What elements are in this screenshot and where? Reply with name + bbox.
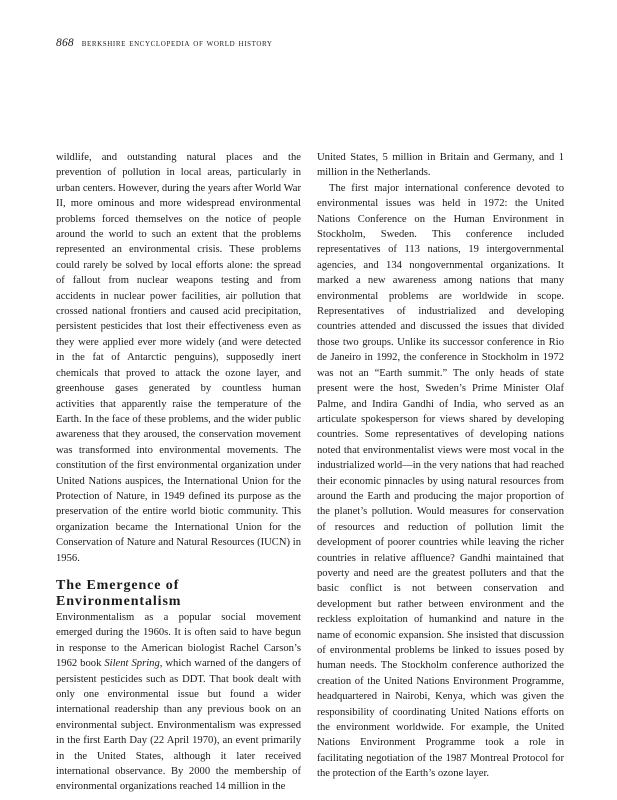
left-paragraph-2 [56,610,301,795]
left-paragraph-2-start: Environmentalism as a popular social movement emerged during the 1960s. It is often said to have begun in response to the American biologist Rachel Carson’s 1962 book [56,611,301,670]
running-title: berkshire encyclopedia of world history [81,38,273,49]
left-paragraph-1: wildlife, and outstanding natural places and the prevention of pollution in local areas, particularly in urban centers. However, during the years after World War II, more ominous and more widespread environmental problems forced themselves on the notice of people around the world to such an extent that the problems represented an environmental crisis. These problems could rarely be solved by local efforts alone: the spread of fallout from nuclear weapons testing and from accidents in nuclear power facilities, air pollution that crossed national frontiers and caused acid precipitation, persistent pesticides that lost their effectiveness even as they were applied ever more widely (and were detected in the fat of Antarctic penguins), supposedly inert chemicals that proved to attack the ozone layer, and greenhouse gases generated by countless human activities that apparently raise the temperature of the Earth. In the face of these problems, and the wider public awareness that they aroused, the conservation movement was transformed into environmental movements. The constitution of the first environmental organization under United Nations auspices, the International Union for the Protection of Nature, in 1949 defined its purpose as the preservation of the entire world biotic community. This organization became the International Union for the Conservation of Nature and Natural Resources (IUCN) in 1956. [56,152,301,564]
page-number: 868 [56,37,74,49]
left-paragraph-2-end: which warned of the dangers of persistent pesticides such as DDT. That book dealt with only one environmental issue but found a wider international readership than any previous book on an environmental subject. Environmentalism was expressed in the first Earth Day (22 April 1970), an event primarily in the United States, although it later received international observance. By 2000 the membership of environmental organizations reached 14 million in the [56,658,301,793]
right-paragraph-1: United States, 5 million in Britain and Germany, and 1 million in the Netherlands. [317,152,564,179]
running-header [56,37,273,49]
right-paragraph-2: The first major international conference devoted to environmental issues was held in 1972: the United Nations Conference on the Human Environment in Stockholm, Sweden. This conference included representatives of 113 nations, 19 intergovernmental agencies, and 134 nongovernmental organizations. It marked a new awareness among nations that many environmental problems are worldwide in scope. Representatives of industrialized and developing countries attended and discussed the issues that divided those two groups. Unlike its successor conference in Rio de Janeiro in 1992, the conference in Stockholm in 1972 was not an “Earth summit.” The only heads of state present were the host, Sweden’s Prime Minister Olaf Palme, and Indira Gandhi of India, who served as an articulate spokesperson for views shared by developing countries. Some representatives of developing nations noted that environmentalist views were most vocal in the industrialized world—in the very nations that had reached their economic pinnacles by using natural resources from around the Earth and producing the major proportion of the planet’s pollution. Would measures for conservation of resources and reduction of pollution limit the development of poorer countries while leaving the richer countries in relative affluence? Gandhi maintained that poverty and need are the greatest polluters and that the basic conflict is not between conservation and development but rather between environment and the reckless exploitation of humankind and nature in the name of economic expansion. She insisted that discussion of environmental problems be linked to issues posed by human needs. The Stockholm conference authorized the creation of the United Nations Environment Programme, headquartered in Nairobi, Kenya, which was given the responsibility of coordinating United Nations efforts on the environment worldwide. For example, the United Nations Environment Programme took a role in facilitating negotiation of the 1987 Montreal Protocol for the protection of the Earth’s ozone layer. [317,182,564,780]
section-heading-line-2: Environmentalism [56,593,182,609]
right-column [317,150,564,782]
section-heading [56,578,301,610]
left-column [56,150,301,795]
book-title: Silent Spring, [104,658,163,670]
section-heading-line-1: The Emergence of [56,577,180,593]
